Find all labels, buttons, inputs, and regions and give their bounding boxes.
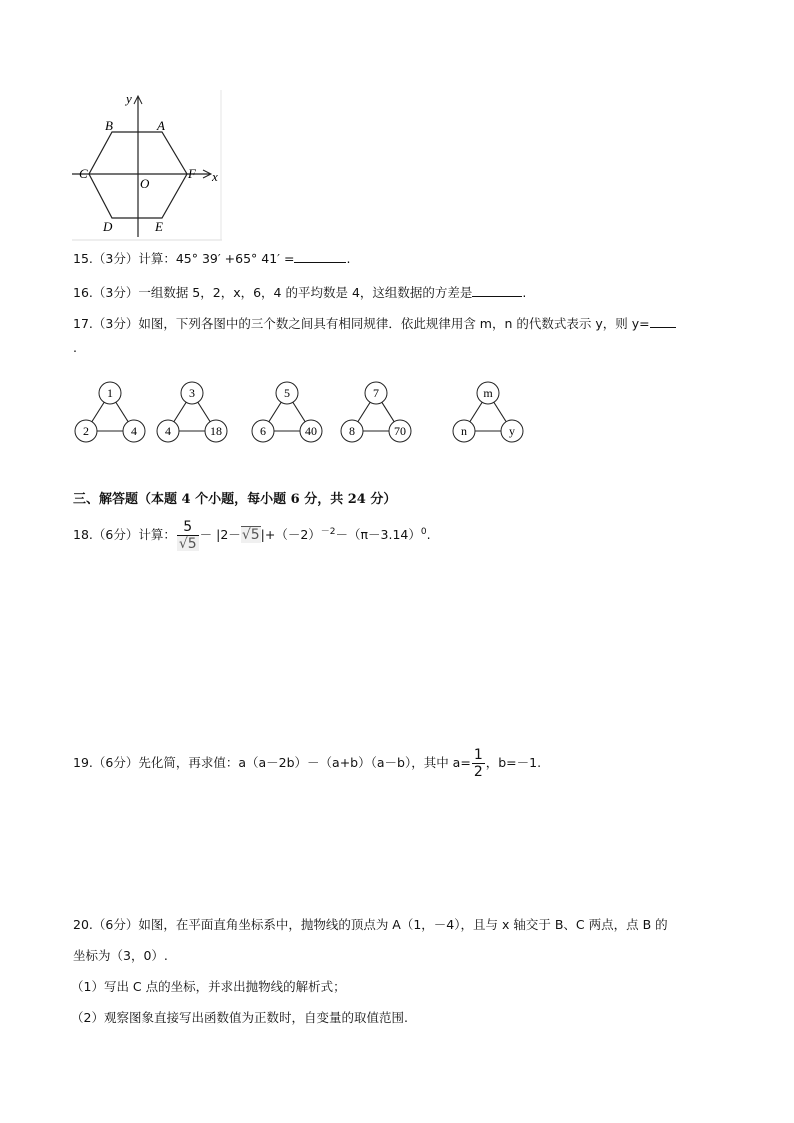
triangle-value-top: 5 [284, 386, 290, 400]
question-19-suffix: ，b=－1. [485, 755, 542, 770]
triangle-value-top: 7 [373, 386, 379, 400]
question-20-line1: 20.（6分）如图，在平面直角坐标系中，抛物线的顶点为 A（1，－4），且与 x 轴交于 B、C 两点，点 B 的 [73, 917, 668, 932]
label-b: B [105, 118, 113, 133]
label-a: A [157, 118, 165, 133]
triangle-value-right: y [509, 424, 515, 438]
triangle-value-left: 4 [165, 424, 171, 438]
number-triangle [453, 382, 523, 442]
numerator: 5 [183, 519, 193, 535]
fraction-5-over-sqrt5 [177, 520, 199, 551]
answer-blank[interactable] [650, 315, 676, 328]
number-triangle [341, 382, 411, 442]
period: . [522, 285, 527, 300]
label-x: x [212, 169, 218, 184]
question-17-period: . [73, 340, 77, 355]
label-d: D [103, 219, 113, 234]
question-18-prefix: 18.（6分）计算： [73, 527, 176, 542]
question-20-sub2: （2）观察图象直接写出函数值为正数时，自变量的取值范围. [71, 1010, 408, 1025]
number-triangles-figure [0, 0, 600, 460]
number-triangle [157, 382, 227, 442]
triangle-value-top: 3 [189, 386, 195, 400]
question-20-line2: 坐标为（3，0）. [73, 948, 168, 963]
fraction-one-half [472, 748, 485, 779]
label-c: C [79, 166, 88, 181]
triangle-value-left: 6 [260, 424, 266, 438]
triangle-value-right: 40 [305, 424, 317, 438]
numerator: 1 [473, 747, 483, 763]
triangle-value-left: n [461, 424, 467, 438]
period: . [426, 527, 431, 542]
question-17-text: 17.（3分）如图，下列各图中的三个数之间具有相同规律．依此规律用含 m，n 的代数式表示 y，则 y= [73, 316, 650, 331]
question-15-text: 15.（3分）计算：45° 39′ +65° 41′ = [73, 251, 295, 266]
label-f: F [188, 166, 196, 181]
triangle-value-right: 70 [394, 424, 406, 438]
section-heading: 三、解答题（本题 4 个小题，每小题 6 分，共 24 分） [73, 492, 397, 507]
triangle-value-left: 8 [349, 424, 355, 438]
question-18 [73, 520, 431, 551]
triangle-value-top: m [483, 386, 493, 400]
denominator: 2 [473, 764, 483, 780]
question-16-text: 16.（3分）一组数据 5，2，x，6，4 的平均数是 4，这组数据的方差是 [73, 285, 473, 300]
label-e: E [155, 219, 163, 234]
question-20-sub1: （1）写出 C 点的坐标，并求出抛物线的解析式； [71, 979, 346, 994]
question-19 [73, 748, 541, 779]
triangle-value-right: 18 [210, 424, 222, 438]
triangle-value-left: 2 [83, 424, 89, 438]
period: . [346, 251, 351, 266]
sqrt-5: √5 [241, 527, 260, 543]
question-19-prefix: 19.（6分）先化简，再求值：a（a－2b）－（a+b）（a－b），其中 a= [73, 755, 471, 770]
denominator: √5 [178, 536, 197, 552]
exponent: 0 [420, 526, 427, 537]
label-y: y [126, 91, 132, 106]
expr-part: － |2－ [199, 527, 241, 542]
label-o: O [140, 176, 150, 191]
expr-part: |+（－2） [260, 527, 321, 542]
expr-part: －（π－3.14） [335, 527, 421, 542]
triangle-value-right: 4 [131, 424, 137, 438]
exponent: －2 [320, 526, 336, 537]
number-triangle [252, 382, 322, 442]
triangle-value-top: 1 [107, 386, 113, 400]
number-triangle [75, 382, 145, 442]
